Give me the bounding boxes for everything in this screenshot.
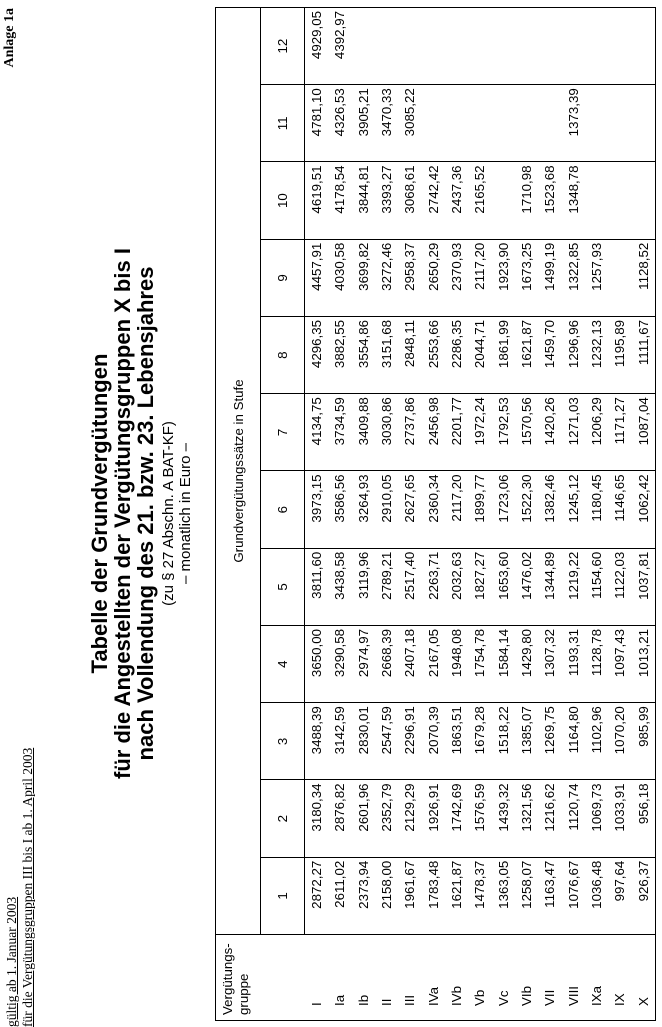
salary-cell: 1382,46 (538, 471, 561, 548)
salary-cell (538, 8, 561, 85)
salary-cell: 1754,78 (468, 626, 491, 703)
subtitle-reference: (zu § 27 Abschn. A BAT-KF) (160, 421, 177, 606)
salary-cell: 1154,60 (585, 548, 608, 625)
salary-cell: 2668,39 (375, 626, 398, 703)
salary-cell: 1948,08 (445, 626, 468, 703)
title-line-1: Tabelle der Grundvergütungen (87, 353, 112, 674)
salary-cell: 2352,79 (375, 780, 398, 857)
salary-cell (538, 85, 561, 162)
table-row (538, 8, 561, 1021)
salary-cell: 2165,52 (468, 162, 491, 239)
salary-cell: 4326,53 (328, 85, 351, 162)
salary-cell: 1232,13 (585, 317, 608, 394)
salary-cell: 2737,86 (398, 394, 421, 471)
salary-cell (608, 8, 631, 85)
salary-cell: 2129,29 (398, 780, 421, 857)
table-row (632, 8, 656, 1021)
salary-cell (632, 162, 656, 239)
salary-cell: 2296,91 (398, 703, 421, 780)
table-row (585, 8, 608, 1021)
title-block (88, 0, 194, 1027)
salary-cell (445, 85, 468, 162)
salary-cell: 2517,40 (398, 548, 421, 625)
salary-cell (492, 8, 515, 85)
salary-cell: 1783,48 (422, 857, 445, 934)
salary-cell: 1037,81 (632, 548, 656, 625)
salary-cell: 3119,96 (352, 548, 375, 625)
salary-cell (492, 85, 515, 162)
salary-cell: 3650,00 (305, 626, 329, 703)
salary-cell: 1128,78 (585, 626, 608, 703)
salary-cell: 3734,59 (328, 394, 351, 471)
salary-cell: 1478,37 (468, 857, 491, 934)
title-line-3: nach Vollendung des 21. bzw. 23. Lebensjahres (133, 266, 158, 761)
salary-cell: 1171,27 (608, 394, 631, 471)
table-row (492, 8, 515, 1021)
salary-cell (585, 85, 608, 162)
salary-cell: 2370,93 (445, 239, 468, 316)
salary-cell: 1195,89 (608, 317, 631, 394)
step-header-6: 6 (261, 471, 305, 548)
salary-cell: 1258,07 (515, 857, 538, 934)
salary-cell: 1296,96 (562, 317, 585, 394)
salary-cell: 3030,86 (375, 394, 398, 471)
salary-cell: 1972,24 (468, 394, 491, 471)
salary-cell: 1621,87 (515, 317, 538, 394)
salary-cell: 2627,65 (398, 471, 421, 548)
salary-cell: 4619,51 (305, 162, 329, 239)
salary-cell: 1348,78 (562, 162, 585, 239)
salary-cell: 4296,35 (305, 317, 329, 394)
step-header-10: 10 (261, 162, 305, 239)
salary-cell: 1499,19 (538, 239, 561, 316)
salary-cell: 1307,32 (538, 626, 561, 703)
salary-cell (515, 85, 538, 162)
salary-cell: 1069,73 (585, 780, 608, 857)
salary-cell: 3699,82 (352, 239, 375, 316)
pay-group-cell: IX (608, 935, 631, 1021)
pay-group-cell: II (375, 935, 398, 1021)
salary-cell: 1146,65 (608, 471, 631, 548)
salary-cell (445, 8, 468, 85)
salary-cell: 2848,11 (398, 317, 421, 394)
salary-cell: 3438,58 (328, 548, 351, 625)
salary-cell: 1961,67 (398, 857, 421, 934)
salary-cell: 1257,93 (585, 239, 608, 316)
table-row (562, 8, 585, 1021)
table-row (352, 8, 375, 1021)
salary-cell: 1459,70 (538, 317, 561, 394)
salary-cell (632, 85, 656, 162)
subtitle-unit: – monatlich in Euro – (177, 443, 194, 584)
pay-group-cell: VII (538, 935, 561, 1021)
salary-cell (585, 162, 608, 239)
annex-label: Anlage 1a (2, 8, 17, 68)
table-row (328, 8, 351, 1021)
salary-cell: 1271,03 (562, 394, 585, 471)
salary-cell (468, 85, 491, 162)
salary-cell (608, 85, 631, 162)
salary-cell (422, 85, 445, 162)
salary-cell: 3973,15 (305, 471, 329, 548)
title-line-2: für die Angestellten der Vergütungsgruppen X bis I (110, 248, 135, 779)
salary-cell: 4134,75 (305, 394, 329, 471)
salary-cell: 1420,26 (538, 394, 561, 471)
step-header-2: 2 (261, 780, 305, 857)
salary-cell: 3905,21 (352, 85, 375, 162)
salary-cell: 1122,03 (608, 548, 631, 625)
salary-cell: 3470,33 (375, 85, 398, 162)
salary-cell: 1062,42 (632, 471, 656, 548)
steps-header: Grundvergütungssätze in Stufe (216, 8, 261, 935)
pay-group-cell: Ia (328, 935, 351, 1021)
salary-cell: 3180,34 (305, 780, 329, 857)
step-header-12: 12 (261, 8, 305, 85)
salary-cell: 1070,20 (608, 703, 631, 780)
salary-cell: 1193,31 (562, 626, 585, 703)
validity-note (4, 748, 36, 1027)
pay-group-cell: VIII (562, 935, 585, 1021)
salary-cell: 1087,04 (632, 394, 656, 471)
salary-cell: 2117,20 (445, 471, 468, 548)
salary-cell: 1076,67 (562, 857, 585, 934)
salary-cell: 1206,29 (585, 394, 608, 471)
salary-cell: 1792,53 (492, 394, 515, 471)
salary-cell: 2974,97 (352, 626, 375, 703)
salary-cell: 1863,51 (445, 703, 468, 780)
salary-cell: 1219,22 (562, 548, 585, 625)
salary-cell: 3142,59 (328, 703, 351, 780)
salary-cell: 1653,60 (492, 548, 515, 625)
salary-cell: 2611,02 (328, 857, 351, 934)
salary-cell: 3290,58 (328, 626, 351, 703)
table-row (608, 8, 631, 1021)
salary-cell: 2601,96 (352, 780, 375, 857)
salary-cell: 2742,42 (422, 162, 445, 239)
table-row (398, 8, 421, 1021)
salary-cell: 1180,45 (585, 471, 608, 548)
salary-cell: 2910,05 (375, 471, 398, 548)
group-column-header: Vergütungs-gruppe (216, 935, 305, 1021)
salary-cell: 1621,87 (445, 857, 468, 934)
salary-cell (352, 8, 375, 85)
salary-cell: 2553,66 (422, 317, 445, 394)
step-header-1: 1 (261, 857, 305, 934)
salary-cell: 4178,54 (328, 162, 351, 239)
salary-cell: 4392,97 (328, 8, 351, 85)
pay-group-cell: IVa (422, 935, 445, 1021)
salary-cell: 3844,81 (352, 162, 375, 239)
salary-cell: 1584,14 (492, 626, 515, 703)
salary-cell: 3409,88 (352, 394, 375, 471)
salary-cell: 2360,34 (422, 471, 445, 548)
salary-cell (398, 8, 421, 85)
salary-cell: 2158,00 (375, 857, 398, 934)
salary-cell: 1102,96 (585, 703, 608, 780)
salary-cell: 1385,07 (515, 703, 538, 780)
salary-cell: 3882,55 (328, 317, 351, 394)
table-row (305, 8, 329, 1021)
salary-cell: 1245,12 (562, 471, 585, 548)
step-header-7: 7 (261, 394, 305, 471)
step-header-5: 5 (261, 548, 305, 625)
salary-cell: 3151,68 (375, 317, 398, 394)
salary-cell: 3393,27 (375, 162, 398, 239)
table-row (422, 8, 445, 1021)
salary-cell: 2201,77 (445, 394, 468, 471)
salary-cell: 1570,56 (515, 394, 538, 471)
salary-cell: 3586,56 (328, 471, 351, 548)
pay-group-cell: I (305, 935, 329, 1021)
salary-cell: 1429,80 (515, 626, 538, 703)
salary-cell: 2167,05 (422, 626, 445, 703)
salary-cell (375, 8, 398, 85)
salary-cell: 1164,80 (562, 703, 585, 780)
salary-cell: 1097,43 (608, 626, 631, 703)
salary-cell: 1926,91 (422, 780, 445, 857)
pay-group-cell: Vc (492, 935, 515, 1021)
salary-cell: 3068,61 (398, 162, 421, 239)
validity-line-1: gültig ab 1. Januar 2003 (4, 896, 19, 1027)
pay-group-cell: X (632, 935, 656, 1021)
salary-cell: 1033,91 (608, 780, 631, 857)
salary-cell: 2437,36 (445, 162, 468, 239)
salary-cell (468, 8, 491, 85)
salary-cell: 1827,27 (468, 548, 491, 625)
salary-cell (492, 162, 515, 239)
pay-group-cell: Vb (468, 935, 491, 1021)
salary-cell: 1120,74 (562, 780, 585, 857)
salary-cell: 2044,71 (468, 317, 491, 394)
step-header-11: 11 (261, 85, 305, 162)
salary-cell (562, 8, 585, 85)
salary-cell: 1522,30 (515, 471, 538, 548)
salary-cell: 1673,25 (515, 239, 538, 316)
salary-cell: 2032,63 (445, 548, 468, 625)
salary-cell: 2789,21 (375, 548, 398, 625)
pay-group-cell: IVb (445, 935, 468, 1021)
salary-cell: 3488,39 (305, 703, 329, 780)
salary-cell: 2263,71 (422, 548, 445, 625)
salary-cell: 1036,48 (585, 857, 608, 934)
salary-cell: 1363,05 (492, 857, 515, 934)
salary-cell: 1269,75 (538, 703, 561, 780)
salary-cell: 4457,91 (305, 239, 329, 316)
salary-cell: 1013,21 (632, 626, 656, 703)
salary-cell: 2830,01 (352, 703, 375, 780)
salary-cell: 4781,10 (305, 85, 329, 162)
step-header-9: 9 (261, 239, 305, 316)
step-header-4: 4 (261, 626, 305, 703)
salary-cell: 1679,28 (468, 703, 491, 780)
salary-cell: 1373,39 (562, 85, 585, 162)
salary-table (215, 7, 656, 1021)
salary-cell: 1923,90 (492, 239, 515, 316)
salary-cell (585, 8, 608, 85)
salary-cell: 1861,99 (492, 317, 515, 394)
salary-cell: 1742,69 (445, 780, 468, 857)
step-header-8: 8 (261, 317, 305, 394)
salary-cell: 1523,68 (538, 162, 561, 239)
salary-cell: 926,37 (632, 857, 656, 934)
step-header-3: 3 (261, 703, 305, 780)
validity-line-2: für die Vergütungsgruppen III bis I ab 1. April 2003 (20, 747, 35, 1027)
salary-cell: 4929,05 (305, 8, 329, 85)
salary-cell (608, 239, 631, 316)
salary-cell: 3272,46 (375, 239, 398, 316)
salary-cell: 3554,86 (352, 317, 375, 394)
pay-group-cell: Ib (352, 935, 375, 1021)
table-row (445, 8, 468, 1021)
salary-cell: 1439,32 (492, 780, 515, 857)
salary-cell: 985,99 (632, 703, 656, 780)
salary-cell: 1899,77 (468, 471, 491, 548)
salary-cell: 1723,06 (492, 471, 515, 548)
salary-cell: 1344,89 (538, 548, 561, 625)
salary-cell: 1518,22 (492, 703, 515, 780)
salary-cell (515, 8, 538, 85)
salary-cell: 1128,52 (632, 239, 656, 316)
salary-cell: 2456,98 (422, 394, 445, 471)
salary-cell: 2958,37 (398, 239, 421, 316)
salary-cell: 3264,93 (352, 471, 375, 548)
salary-cell: 1163,47 (538, 857, 561, 934)
pay-group-cell: IXa (585, 935, 608, 1021)
salary-cell: 2407,18 (398, 626, 421, 703)
salary-cell: 1321,56 (515, 780, 538, 857)
salary-cell: 4030,58 (328, 239, 351, 316)
salary-cell: 956,18 (632, 780, 656, 857)
table-row (375, 8, 398, 1021)
salary-cell: 2117,20 (468, 239, 491, 316)
salary-cell: 1576,59 (468, 780, 491, 857)
salary-cell: 3085,22 (398, 85, 421, 162)
table-row (468, 8, 491, 1021)
pay-group-cell: VIb (515, 935, 538, 1021)
salary-cell: 1476,02 (515, 548, 538, 625)
salary-cell: 1322,85 (562, 239, 585, 316)
salary-cell: 997,64 (608, 857, 631, 934)
salary-cell: 2547,59 (375, 703, 398, 780)
salary-cell: 2876,82 (328, 780, 351, 857)
salary-cell: 2070,39 (422, 703, 445, 780)
salary-cell: 1216,62 (538, 780, 561, 857)
salary-cell: 3811,60 (305, 548, 329, 625)
salary-cell (608, 162, 631, 239)
salary-cell (422, 8, 445, 85)
pay-group-cell: III (398, 935, 421, 1021)
salary-cell: 2286,35 (445, 317, 468, 394)
table-row (515, 8, 538, 1021)
salary-cell: 2872,27 (305, 857, 329, 934)
salary-cell: 1710,98 (515, 162, 538, 239)
salary-cell: 2650,29 (422, 239, 445, 316)
salary-cell: 1111,67 (632, 317, 656, 394)
salary-cell (632, 8, 656, 85)
salary-cell: 2373,94 (352, 857, 375, 934)
